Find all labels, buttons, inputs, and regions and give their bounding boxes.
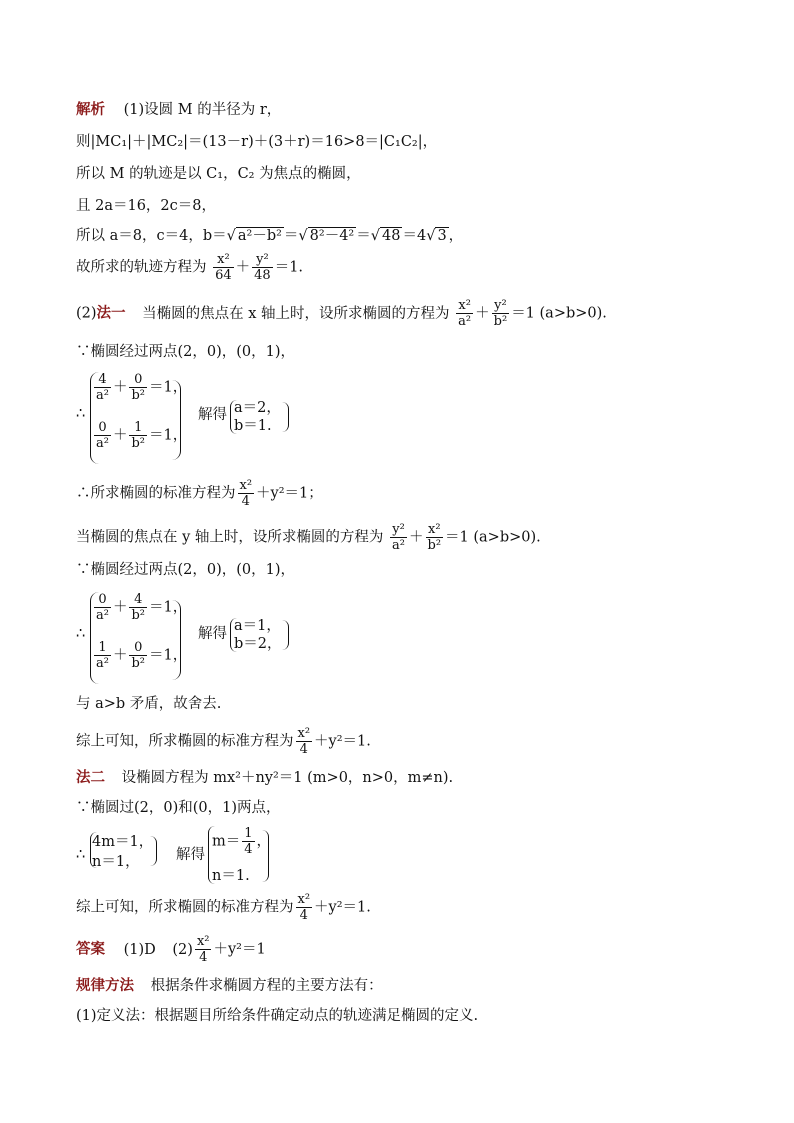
- solve-label: 解得: [198, 626, 227, 642]
- solve-label: 解得: [198, 407, 227, 423]
- method1-line-5: ∵椭圆经过两点(2，0)，(0，1)，: [76, 562, 296, 578]
- solution-line-1: 解析 (1)设圆 M 的半径为 r，: [76, 102, 282, 118]
- method2-conclusion: 综上可知，所求椭圆的标准方程为 $\frac{\text{x²}}{4}$ ＋y²＝1.: [76, 892, 371, 923]
- right-brace: [150, 836, 157, 866]
- rule-item-1: (1)定义法：根据题目所给条件确定动点的轨迹满足椭圆的定义.: [76, 1008, 479, 1024]
- solution-line-3: 所以 M 的轨迹是以 C₁，C₂ 为焦点的椭圆，: [76, 166, 361, 182]
- solution-line-2: 则|MC₁|＋|MC₂|＝(13－r)＋(3＋r)＝16>8＝|C₁C₂|，: [76, 134, 438, 150]
- method1-line-1: (2)法一 当椭圆的焦点在 x 轴上时，设所求椭圆的方程为 $\frac{\text{x²}}{\text{a²}}$ ＋ $\frac{\text{y²}}{\text{b²}}$ ＝1 (a>b>0).: [76, 298, 607, 329]
- solve-label: 解得: [176, 847, 205, 863]
- rule-line: 规律方法 根据条件求椭圆方程的主要方法有：: [76, 978, 383, 994]
- method2-line-2: ∵椭圆过(2，0)和(0，1)两点，: [76, 800, 281, 816]
- solution-line-4: 且 2a＝16，2c＝8，: [76, 198, 217, 214]
- fraction: $\frac{\text{x²}}{64}$: [215, 252, 232, 283]
- method2-line-1: 法二 设椭圆方程为 mx²＋ny²＝1 (m>0，n>0，m≠n).: [76, 770, 454, 786]
- sqrt-symbol: √: [226, 228, 236, 244]
- right-brace: [262, 830, 269, 882]
- solution1-row2: b＝1.: [234, 418, 272, 434]
- system2-row2: $\frac{1}{\text{a²}}$ ＋ $\frac{0}{\text{b²}}$ ＝1，: [96, 640, 188, 671]
- right-brace: [172, 600, 181, 680]
- right-brace: [282, 402, 289, 432]
- method1-label: 法一: [96, 305, 126, 322]
- therefore-symbol: ∴: [76, 626, 86, 642]
- solution2-row1: a＝1，: [234, 618, 281, 634]
- solution2-row2: b＝2，: [234, 636, 282, 652]
- solution-line-5: 所以 a＝8，c＝4，b＝√ a²－b² ＝√ 8²－4² ＝√ 48 ＝4√ 3 ，: [76, 228, 464, 244]
- answer-label: 答案: [76, 941, 105, 958]
- method1-line-y: 当椭圆的焦点在 y 轴上时，设所求椭圆的方程为 $\frac{\text{y²}}{\text{a²}}$ ＋ $\frac{\text{x²}}{\text{b²}}$ ＝1 (a>b>0).: [76, 522, 541, 553]
- solution3-row2: n＝1.: [212, 868, 250, 884]
- fraction: $\frac{\text{y²}}{48}$: [254, 252, 271, 283]
- therefore-symbol: ∴: [76, 847, 86, 863]
- system3-row2: n＝1，: [92, 854, 140, 870]
- system3-row1: 4m＝1，: [92, 834, 154, 850]
- system2-row1: $\frac{0}{\text{a²}}$ ＋ $\frac{4}{\text{b²}}$ ＝1，: [96, 592, 188, 623]
- right-brace: [282, 620, 289, 650]
- solution3-row1: m＝ $\frac{1}{4}$ ，: [212, 826, 272, 857]
- method1-line-2: ∵椭圆经过两点(2，0)，(0，1)，: [76, 344, 296, 360]
- solution-line-6: 故所求的轨迹方程为 $\frac{\text{x²}}{64}$ ＋ $\frac{\text{y²}}{48}$ ＝1.: [76, 252, 304, 283]
- fraction: $\frac{\text{x²}}{\text{a²}}$: [458, 298, 472, 329]
- system1-row2: $\frac{0}{\text{a²}}$ ＋ $\frac{1}{\text{b²}}$ ＝1，: [96, 420, 188, 451]
- answer-line: 答案 (1)D (2) $\frac{\text{x²}}{4}$ ＋y²＝1: [76, 934, 266, 965]
- method1-result-x: ∴所求椭圆的标准方程为 $\frac{\text{x²}}{4}$ ＋y²＝1；: [76, 478, 323, 509]
- right-brace: [172, 380, 181, 460]
- system1-row1: $\frac{4}{\text{a²}}$ ＋ $\frac{0}{\text{b²}}$ ＝1，: [96, 372, 188, 403]
- therefore-symbol: ∴: [76, 406, 86, 422]
- contradiction-line: 与 a>b 矛盾，故舍去.: [76, 696, 222, 712]
- analysis-label: 解析: [76, 102, 105, 118]
- fraction: $\frac{\text{y²}}{\text{b²}}$: [493, 298, 508, 329]
- rule-label: 规律方法: [76, 978, 134, 994]
- solution1-row1: a＝2，: [234, 400, 281, 416]
- method1-conclusion: 综上可知，所求椭圆的标准方程为 $\frac{\text{x²}}{4}$ ＋y²＝1.: [76, 726, 371, 757]
- method2-label: 法二: [76, 770, 105, 786]
